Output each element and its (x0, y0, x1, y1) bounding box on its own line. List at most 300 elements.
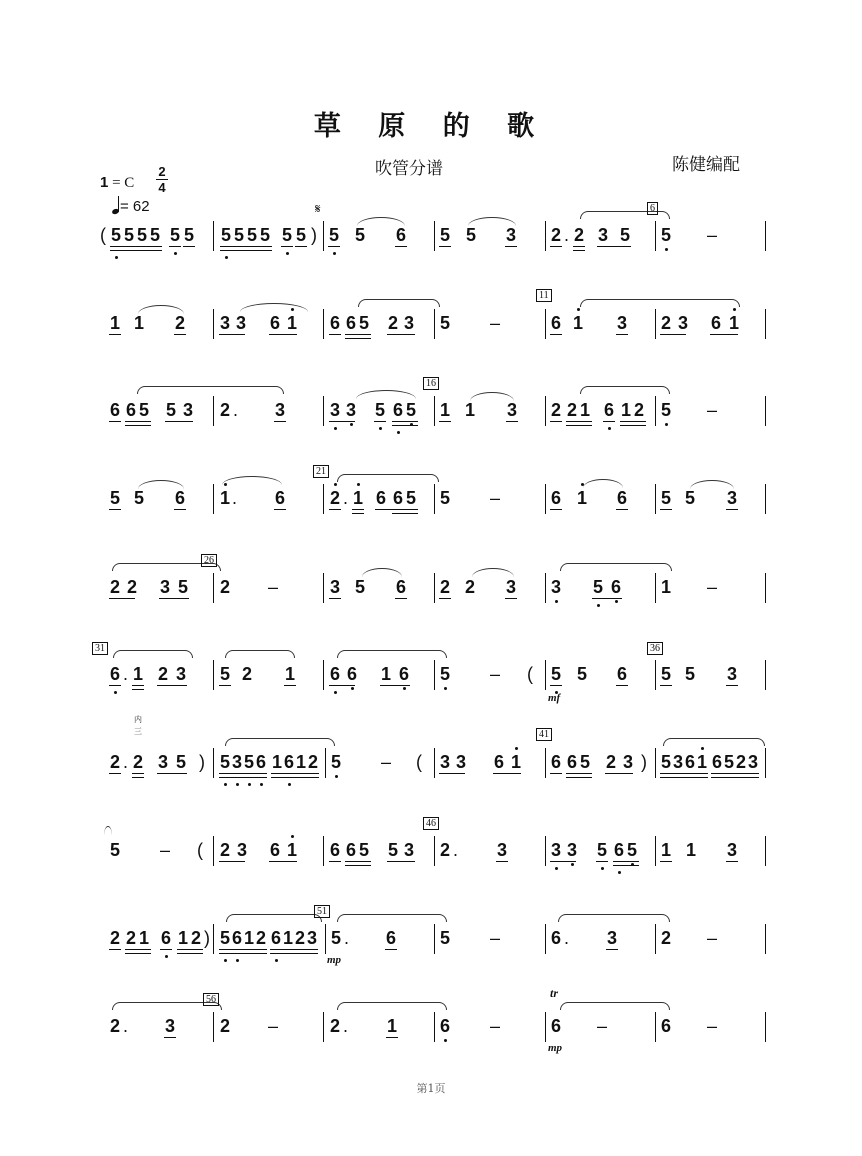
note: 5 (221, 225, 232, 245)
note: 2 (175, 313, 186, 333)
barline (655, 748, 656, 778)
sustain-dash: – (490, 488, 501, 508)
underline (109, 509, 121, 510)
note: 2 (126, 928, 137, 948)
barline (545, 1012, 546, 1042)
barline (545, 221, 546, 251)
paren: ) (311, 225, 317, 245)
note: 1 (244, 928, 255, 948)
note: 6 (270, 840, 281, 860)
underline (132, 773, 144, 774)
note: 5 (296, 225, 307, 245)
phrase-bracket (113, 650, 193, 658)
note: 2 (440, 840, 451, 860)
underline (231, 773, 243, 774)
barline (325, 748, 326, 778)
sustain-dash: – (268, 577, 279, 597)
underline (506, 421, 518, 422)
note: 1 (661, 840, 672, 860)
phrase-bracket (226, 914, 322, 922)
note: 6 (175, 488, 186, 508)
barline (655, 484, 656, 514)
note: 5 (685, 488, 696, 508)
underline (307, 773, 319, 774)
rehearsal-mark: 21 (313, 465, 329, 478)
tempo-value: = 62 (120, 198, 150, 215)
underline (620, 425, 646, 426)
note: 2 (220, 577, 231, 597)
underline (392, 421, 418, 422)
note: 3 (236, 313, 247, 333)
barline (323, 221, 324, 251)
barline (655, 1012, 656, 1042)
underline (132, 689, 144, 690)
note: 3 (275, 400, 286, 420)
note: 6 (494, 752, 505, 772)
underline (596, 861, 608, 862)
dynamic-mark: mp (327, 954, 342, 966)
underline (169, 246, 181, 247)
phrase-bracket (337, 1002, 447, 1010)
phrase-bracket (337, 914, 447, 922)
note: 5 (627, 840, 638, 860)
barline (213, 573, 214, 603)
note: 6 (712, 752, 723, 772)
barline (765, 1012, 766, 1042)
underline (329, 334, 341, 335)
note: 2 (736, 752, 747, 772)
underline (592, 598, 622, 599)
underline (255, 773, 267, 774)
note: 3 (673, 752, 684, 772)
underline (307, 777, 319, 778)
barline (655, 221, 656, 251)
barline (545, 484, 546, 514)
paren: ) (204, 928, 210, 948)
barline (325, 924, 326, 954)
barline (655, 924, 656, 954)
note: 3 (220, 313, 231, 333)
note: 1 (381, 664, 392, 684)
barline (545, 836, 546, 866)
underline (345, 865, 371, 866)
note: 2 (133, 752, 144, 772)
note: 2 (440, 577, 451, 597)
note: 2 (127, 577, 138, 597)
underline (711, 773, 723, 774)
phrase-bracket (337, 474, 439, 482)
underline (566, 777, 592, 778)
barline (545, 660, 546, 690)
underline (613, 865, 639, 866)
note: 5 (220, 664, 231, 684)
barline (213, 309, 214, 339)
underline (284, 685, 296, 686)
note: 5 (139, 400, 150, 420)
sustain-dash: – (490, 928, 501, 948)
note: 1 (577, 488, 588, 508)
note: 1 (580, 400, 591, 420)
key-letter: = C (112, 175, 135, 191)
barline (655, 660, 656, 690)
rehearsal-mark: 31 (92, 642, 108, 655)
note: 3 (497, 840, 508, 860)
paren: ( (197, 840, 203, 860)
note: 6 (110, 400, 121, 420)
paren: . (343, 488, 349, 508)
barline (323, 309, 324, 339)
underline (392, 425, 418, 426)
low-octave-dot (286, 252, 289, 255)
note: 3 (623, 752, 634, 772)
underline (149, 250, 162, 251)
underline (183, 246, 195, 247)
note: 1 (287, 313, 298, 333)
underline (294, 949, 306, 950)
underline (125, 425, 151, 426)
barline (213, 221, 214, 251)
barline (213, 1012, 214, 1042)
trill-mark: tr (550, 986, 559, 1000)
underline (374, 421, 386, 422)
low-octave-dot (410, 423, 413, 426)
note: 3 (330, 400, 341, 420)
underline (219, 949, 231, 950)
note: 6 (685, 752, 696, 772)
note: 5 (661, 225, 672, 245)
note: 1 (285, 664, 296, 684)
barline (765, 221, 766, 251)
low-octave-dot (335, 775, 338, 778)
underline (295, 777, 307, 778)
sustain-dash: – (707, 400, 718, 420)
paren: . (123, 664, 129, 684)
underline (345, 334, 371, 335)
note: 3 (551, 577, 562, 597)
underline (660, 773, 672, 774)
low-octave-dot (403, 687, 406, 690)
note: 5 (178, 577, 189, 597)
note: 5 (406, 400, 417, 420)
underline (496, 861, 508, 862)
tie-end (104, 826, 112, 835)
rehearsal-mark: 36 (647, 642, 663, 655)
underline (255, 953, 267, 954)
tempo-marking (112, 196, 150, 215)
barline (434, 573, 435, 603)
underline (219, 773, 231, 774)
note: 3 (232, 752, 243, 772)
note: 5 (359, 313, 370, 333)
underline (726, 861, 738, 862)
low-octave-dot (571, 863, 574, 866)
underline (387, 861, 415, 862)
underline (295, 773, 307, 774)
quarter-note-icon (112, 196, 120, 214)
barline (765, 484, 766, 514)
note: 5 (577, 664, 588, 684)
note: 5 (440, 664, 451, 684)
note: 6 (393, 488, 404, 508)
note: 6 (617, 488, 628, 508)
note: 3 (727, 840, 738, 860)
note: 3 (617, 313, 628, 333)
sustain-dash: – (490, 313, 501, 333)
slur (356, 390, 416, 399)
underline (550, 773, 562, 774)
underline (246, 250, 259, 251)
underline (735, 773, 747, 774)
note: 2 (110, 752, 121, 772)
underline (747, 777, 759, 778)
low-octave-dot (597, 604, 600, 607)
note: 1 (134, 313, 145, 333)
phrase-bracket (137, 386, 284, 394)
low-octave-dot (248, 783, 251, 786)
note: 6 (275, 488, 286, 508)
note: 6 (440, 1016, 451, 1036)
note: 2 (110, 928, 121, 948)
underline (306, 953, 318, 954)
note: 2 (661, 928, 672, 948)
note: 6 (551, 313, 562, 333)
note: 6 (396, 225, 407, 245)
note: 1 (621, 400, 632, 420)
segno-icon: 𝄋 (315, 201, 321, 216)
note: 6 (393, 400, 404, 420)
underline (220, 246, 233, 247)
low-octave-dot (260, 783, 263, 786)
note: 6 (396, 577, 407, 597)
underline (439, 773, 465, 774)
barline (434, 660, 435, 690)
note: 6 (386, 928, 397, 948)
note: 5 (134, 488, 145, 508)
slur (472, 568, 514, 577)
rehearsal-mark: 41 (536, 728, 552, 741)
underline (672, 773, 684, 774)
sustain-dash: – (707, 577, 718, 597)
underline (177, 953, 203, 954)
underline (710, 334, 738, 335)
underline (149, 246, 162, 247)
note: 6 (110, 664, 121, 684)
barline (765, 660, 766, 690)
note: 5 (620, 225, 631, 245)
paren: ( (100, 225, 106, 245)
low-octave-dot (444, 687, 447, 690)
underline (616, 509, 628, 510)
note: 2 (110, 1016, 121, 1036)
low-octave-dot (631, 863, 634, 866)
barline (545, 573, 546, 603)
note: 5 (247, 225, 258, 245)
underline (109, 949, 121, 950)
barline (545, 396, 546, 426)
note: 5 (220, 928, 231, 948)
underline (620, 421, 646, 422)
note: 6 (611, 577, 622, 597)
underline (219, 861, 245, 862)
note: 6 (376, 488, 387, 508)
note: 3 (237, 840, 248, 860)
underline (329, 861, 341, 862)
note: 5 (282, 225, 293, 245)
phrase-bracket (358, 299, 440, 307)
note: 2 (330, 1016, 341, 1036)
note: 3 (748, 752, 759, 772)
note: 6 (551, 488, 562, 508)
note: 5 (166, 400, 177, 420)
note: 1 (133, 664, 144, 684)
note: 3 (346, 400, 357, 420)
phrase-bracket (663, 738, 765, 746)
underline (159, 598, 189, 599)
note: 5 (244, 752, 255, 772)
note: 1 (697, 752, 708, 772)
note: 3 (160, 577, 171, 597)
barline (545, 309, 546, 339)
rehearsal-mark: 11 (536, 289, 552, 302)
underline (329, 509, 341, 510)
note: 3 (330, 577, 341, 597)
note: 2 (295, 928, 306, 948)
underline (295, 246, 307, 247)
note: 6 (399, 664, 410, 684)
note: 1 (353, 488, 364, 508)
underline (550, 509, 562, 510)
high-octave-dot (701, 747, 704, 750)
note: 2 (110, 577, 121, 597)
barline (765, 836, 766, 866)
dynamic-mark: mp (548, 1042, 563, 1054)
low-octave-dot (288, 783, 291, 786)
underline (395, 246, 407, 247)
underline (395, 598, 407, 599)
underline (726, 685, 738, 686)
barline (655, 573, 656, 603)
barline (434, 309, 435, 339)
time-signature (156, 165, 168, 194)
underline (684, 773, 696, 774)
note: 1 (661, 577, 672, 597)
barline (434, 484, 435, 514)
rehearsal-mark: 51 (314, 905, 330, 918)
low-octave-dot (555, 600, 558, 603)
underline (243, 953, 255, 954)
low-octave-dot (665, 248, 668, 251)
note: 2 (158, 664, 169, 684)
paren: . (564, 928, 570, 948)
arranger-credit: 陈健编配 (672, 155, 740, 175)
paren: . (123, 752, 129, 772)
underline (566, 425, 592, 426)
barline (213, 748, 214, 778)
underline (274, 421, 286, 422)
low-octave-dot (379, 427, 382, 430)
rehearsal-mark: 46 (423, 817, 439, 830)
barline (434, 748, 435, 778)
key-signature (100, 174, 134, 192)
note: 5 (355, 577, 366, 597)
underline (165, 421, 193, 422)
underline (550, 334, 562, 335)
note: 3 (183, 400, 194, 420)
time-top: 2 (158, 164, 166, 179)
note: 6 (551, 928, 562, 948)
underline (109, 773, 121, 774)
underline (329, 598, 341, 599)
note: 3 (404, 840, 415, 860)
underline (255, 777, 267, 778)
note: 6 (284, 752, 295, 772)
barline (655, 836, 656, 866)
underline (493, 773, 521, 774)
underline (125, 953, 151, 954)
note: 6 (161, 928, 172, 948)
low-octave-dot (608, 427, 611, 430)
underline (271, 773, 283, 774)
barline (213, 484, 214, 514)
underline (660, 509, 672, 510)
underline (550, 421, 562, 422)
barline (434, 924, 435, 954)
sustain-dash: – (160, 840, 171, 860)
note: 2 (191, 928, 202, 948)
high-octave-dot (515, 747, 518, 750)
note: 1 (296, 752, 307, 772)
note: 5 (124, 225, 135, 245)
note: 6 (126, 400, 137, 420)
phrase-bracket (337, 650, 447, 658)
underline (619, 246, 631, 247)
note: 5 (440, 928, 451, 948)
underline (660, 777, 672, 778)
note: 1 (220, 488, 231, 508)
underline (613, 861, 639, 862)
underline (219, 777, 231, 778)
note: 2 (388, 313, 399, 333)
note: 6 (551, 1016, 562, 1036)
note: 2 (551, 400, 562, 420)
underline (392, 513, 418, 514)
underline (660, 861, 672, 862)
underline (274, 509, 286, 510)
note: 5 (220, 752, 231, 772)
paren: . (564, 225, 570, 245)
phrase-bracket (580, 299, 740, 307)
slur (362, 568, 402, 577)
note: 1 (178, 928, 189, 948)
underline (125, 949, 151, 950)
barline (765, 748, 766, 778)
barline (323, 573, 324, 603)
underline (243, 777, 255, 778)
underline (439, 246, 451, 247)
underline (616, 685, 628, 686)
underline (605, 773, 633, 774)
underline (174, 509, 186, 510)
note: 2 (661, 313, 672, 333)
note: 5 (329, 225, 340, 245)
note: 5 (685, 664, 696, 684)
underline (723, 773, 735, 774)
song-title: 草 原 的 歌 (313, 111, 549, 142)
note: 6 (604, 400, 615, 420)
barline (213, 396, 214, 426)
low-octave-dot (334, 691, 337, 694)
note: 1 (573, 313, 584, 333)
